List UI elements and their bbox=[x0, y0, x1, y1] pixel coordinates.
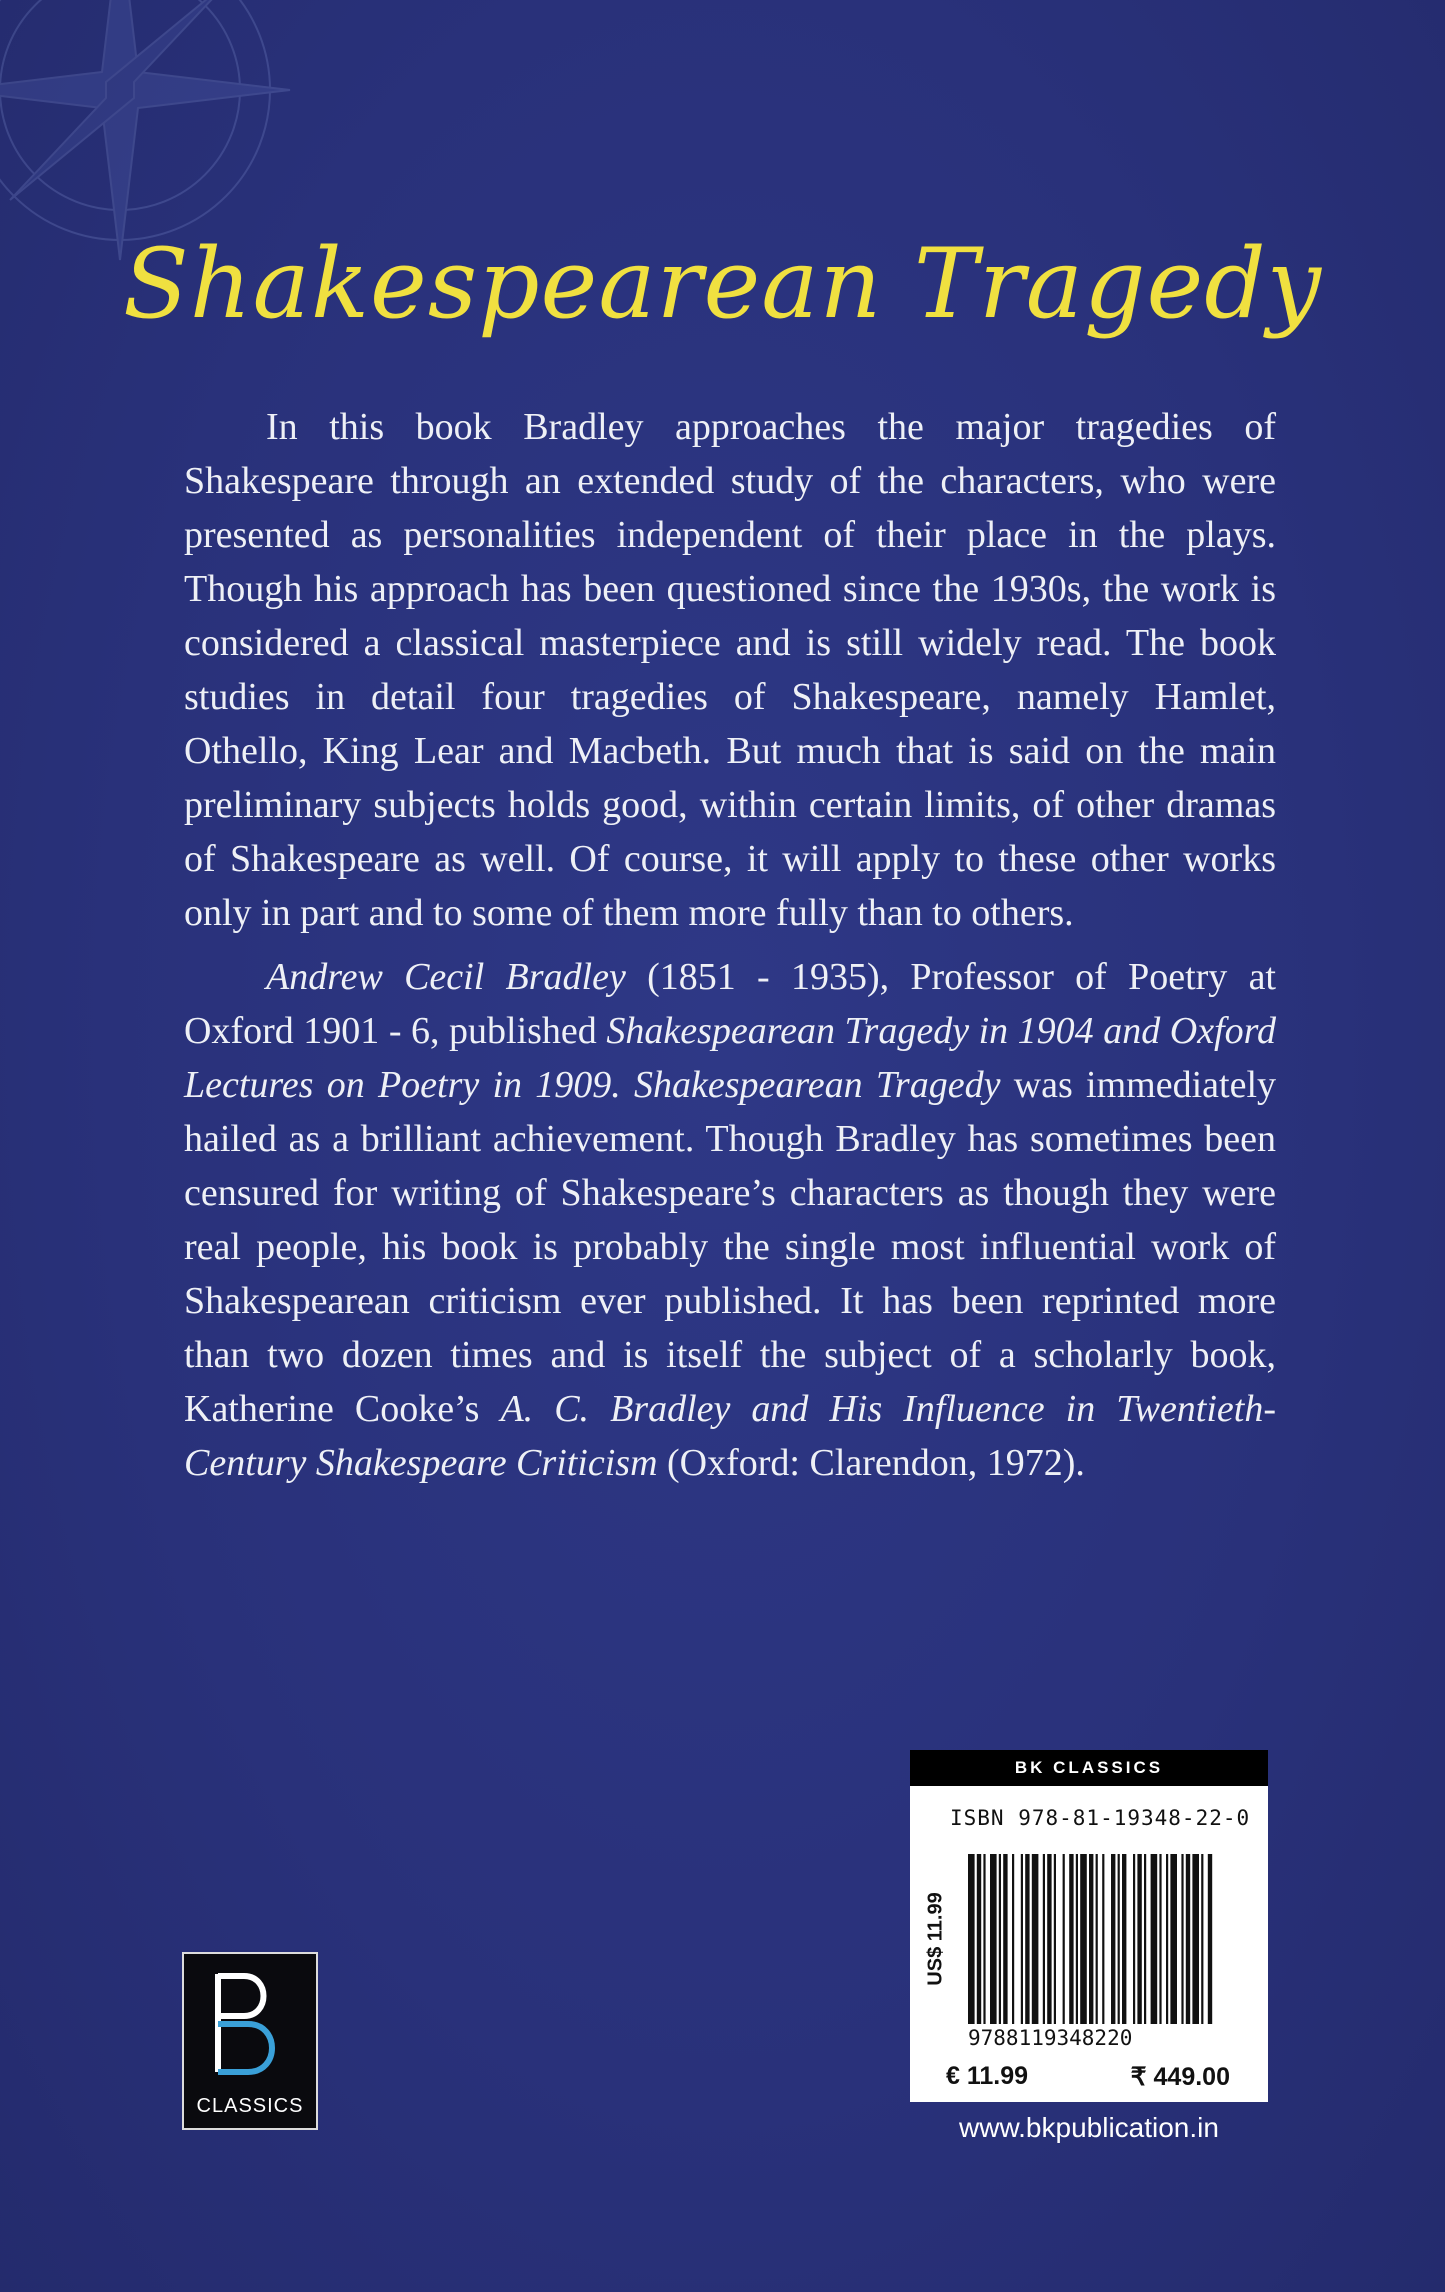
usd-price-box bbox=[914, 1864, 958, 2014]
isbn: ISBN 978-81-19348-22-0 bbox=[950, 1806, 1251, 1830]
barcode-bar bbox=[1096, 1854, 1098, 2024]
barcode-bar bbox=[983, 1854, 985, 2024]
barcode-bar bbox=[1144, 1854, 1146, 2024]
barcode-bar bbox=[1186, 1854, 1190, 2024]
barcode-bar bbox=[1118, 1854, 1120, 2024]
barcode-bar bbox=[1063, 1854, 1065, 2024]
cited-book-title: A. C. Bradley and His Influence in Twentieth-Century Shakespeare Criticism bbox=[184, 1388, 1277, 1484]
barcode-bar bbox=[1032, 1854, 1039, 2024]
barcode-bar bbox=[1043, 1854, 1045, 2024]
blurb bbox=[184, 400, 1276, 1500]
barcode-bar bbox=[1192, 1854, 1199, 2024]
barcode-bar bbox=[999, 1854, 1001, 2024]
barcode-bar bbox=[1159, 1854, 1161, 2024]
barcode-icon bbox=[968, 1854, 1226, 2024]
publisher-logo bbox=[182, 1952, 318, 2130]
book-title: Shakespearean Tragedy bbox=[123, 228, 1322, 340]
usd-price: US$ 11.99 bbox=[924, 1892, 947, 1986]
barcode-bar bbox=[1166, 1854, 1168, 2024]
barcode-bar bbox=[1025, 1854, 1029, 2024]
author-name: Andrew Cecil Bradley bbox=[266, 956, 626, 998]
barcode-bar bbox=[1137, 1854, 1141, 2024]
blurb-paragraph-2: Andrew Cecil Bradley (1851 - 1935), Professor of Poetry at Oxford 1901 - 6, published Shakespearean Tragedy in 1904 and Oxford Lectures on Poetry in 1909. Shakespearean Tragedy was immediately hailed as a brilliant achievement. Though Bradley has sometimes been censured for writing of Shakespeare’s characters as though they were real people, his book is probably the single most influential work of Shakespearean criticism ever published. It has been reprinted more than two dozen times and is itself the subject of a scholarly book, Katherine Cooke’s A. C. Bradley and His Influence in Twentieth-Century Shakespeare Criticism (Oxford: Clarendon, 1972). bbox=[184, 956, 1277, 1484]
barcode-bar bbox=[990, 1854, 997, 2024]
barcode-bar bbox=[1012, 1854, 1014, 2024]
barcode-header: BK CLASSICS bbox=[910, 1750, 1268, 1786]
barcode-bar bbox=[1076, 1854, 1078, 2024]
barcode-bar bbox=[1080, 1854, 1087, 2024]
publisher-website: www.bkpublication.in bbox=[959, 2112, 1219, 2143]
barcode-bar bbox=[1170, 1854, 1177, 2024]
barcode-bar bbox=[1021, 1854, 1023, 2024]
logo-text: CLASSICS bbox=[196, 2095, 304, 2117]
barcode-bar bbox=[1122, 1854, 1126, 2024]
barcode-bar bbox=[1133, 1854, 1135, 2024]
barcode-bar bbox=[1201, 1854, 1203, 2024]
blurb-paragraph-1: In this book Bradley approaches the major tragedies of Shakespeare through an extended study of the characters, who were presented as personalities independent of their place in the plays. Though his approach has been questioned since the 1930s, the work is considered a classical masterpiece and is still widely read. The book studies in detail four tragedies of Shakespeare, namely Hamlet, Othello, King Lear and Macbeth. But much that is said on the main preliminary subjects holds good, within certain limits, of other dramas of Shakespeare as well. Of course, it will apply to these other works only in part and to some of them more fully than to others. bbox=[184, 406, 1276, 934]
euro-price: € 11.99 bbox=[946, 2062, 1029, 2090]
barcode-bar bbox=[1069, 1854, 1073, 2024]
barcode-bar bbox=[1208, 1854, 1212, 2024]
barcode-number: 9788119348220 bbox=[968, 2026, 1133, 2050]
barcode-bar bbox=[1111, 1854, 1115, 2024]
barcode-bar bbox=[1003, 1854, 1007, 2024]
barcode-bar bbox=[968, 1854, 975, 2024]
barcode-bar bbox=[1047, 1854, 1051, 2024]
inr-price: ₹ 449.00 bbox=[1130, 2063, 1230, 2091]
barcode-bar bbox=[1054, 1854, 1056, 2024]
barcode-bar bbox=[1151, 1854, 1158, 2024]
bk-logo-icon bbox=[204, 1968, 296, 2088]
barcode-bar bbox=[1181, 1854, 1183, 2024]
barcode-bar bbox=[1089, 1854, 1093, 2024]
barcode-label bbox=[910, 1750, 1268, 2102]
book-titles: Shakespearean Tragedy in 1904 and Oxford Lectures on Poetry in 1909. Shakespearean Tragedy bbox=[184, 1010, 1276, 1106]
barcode-bar bbox=[977, 1854, 981, 2024]
barcode-bar bbox=[1102, 1854, 1104, 2024]
